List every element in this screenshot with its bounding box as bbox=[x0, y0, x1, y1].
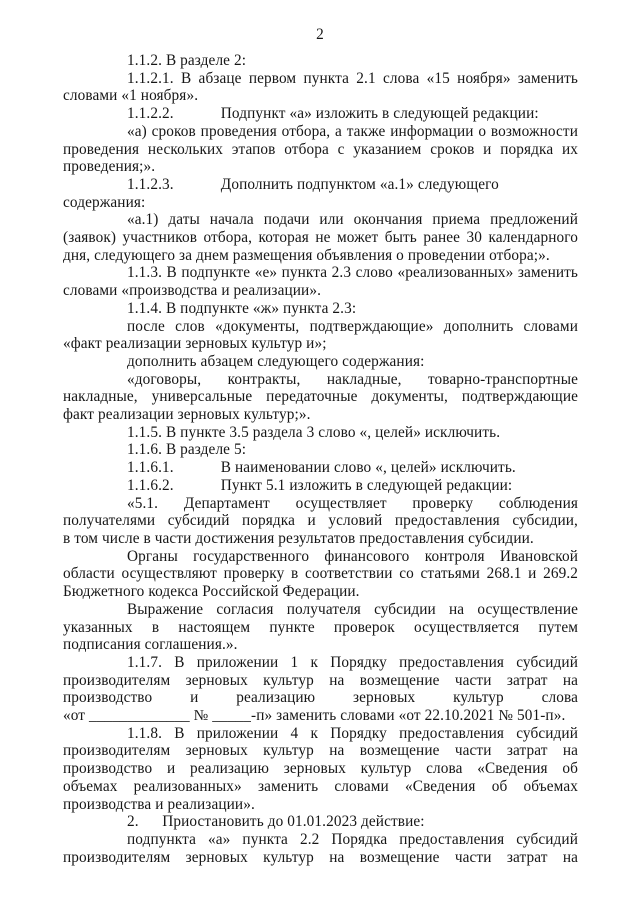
text-line: производителям зерновых культур на возмещение части затрат на bbox=[63, 742, 578, 760]
text-line: (заявок) участников отбора, которая не может быть ранее 30 календарного bbox=[63, 229, 578, 247]
paragraph bbox=[63, 654, 578, 725]
text-line: Выражение согласия получателя субсидии на осуществление bbox=[127, 600, 578, 618]
paragraph bbox=[63, 318, 578, 353]
paragraph bbox=[63, 831, 578, 866]
text-line: подписания соглашения.». bbox=[63, 636, 238, 654]
text-line: 1.1.2. В разделе 2: bbox=[127, 52, 247, 69]
text-line: словами «1 ноября». bbox=[63, 87, 199, 105]
text-line: производителям зерновых культур на возмещение части затрат на bbox=[63, 671, 578, 689]
paragraph bbox=[63, 52, 578, 70]
text-line: 1.1.3. В подпункте «е» пункта 2.3 слово «реализованных» заменить bbox=[127, 264, 578, 282]
text-line: «факт реализации зерновых культур и»; bbox=[63, 335, 327, 353]
text-line: Бюджетного кодекса Российской Федерации. bbox=[63, 583, 360, 601]
text-line: указанных в настоящем пункте проверок осуществляется путем bbox=[63, 618, 578, 636]
text-line: производителям зерновых культур на возмещение части затрат на bbox=[63, 848, 578, 866]
text-line: 1.1.2.3. Дополнить подпунктом «а.1» следующего содержания: bbox=[63, 175, 499, 211]
paragraph bbox=[63, 601, 578, 654]
paragraph bbox=[63, 300, 578, 318]
text-line: проведения;». bbox=[63, 158, 156, 176]
text-line: 1.1.2.1. В абзаце первом пункта 2.1 слова «15 ноября» заменить bbox=[127, 69, 578, 87]
text-line: «договоры, контракты, накладные, товарно-транспортные bbox=[127, 370, 578, 388]
paragraph bbox=[63, 105, 578, 123]
paragraph bbox=[63, 495, 578, 548]
paragraph bbox=[63, 371, 578, 424]
text-line: 1.1.7. В приложении 1 к Порядку предоставления субсидий bbox=[127, 653, 578, 671]
text-line: 1.1.2.2. Подпункт «а» изложить в следующей редакции: bbox=[127, 105, 539, 123]
text-line: «5.1. Департамент осуществляет проверку соблюдения bbox=[127, 494, 578, 512]
text-line: «а.1) даты начала подачи или окончания приема предложений bbox=[127, 211, 578, 229]
paragraph bbox=[63, 813, 578, 831]
text-line: 1.1.6.1. В наименовании слово «, целей» исключить. bbox=[127, 459, 516, 477]
paragraph bbox=[63, 70, 578, 105]
paragraph bbox=[63, 477, 578, 495]
text-line: 1.1.5. В пункте 3.5 раздела 3 слово «, целей» исключить. bbox=[127, 423, 501, 441]
text-line: дополнить абзацем следующего содержания: bbox=[127, 352, 425, 370]
text-line: 1.1.6.2. Пункт 5.1 изложить в следующей редакции: bbox=[127, 476, 513, 494]
paragraph bbox=[63, 548, 578, 601]
text-line: производство и реализацию зерновых культур слова bbox=[63, 689, 578, 707]
text-line: объемах реализованных» заменить словами «Сведения об объемах bbox=[63, 777, 578, 795]
text-line: 1.1.6. В разделе 5: bbox=[127, 441, 247, 459]
text-line: 1.1.4. В подпункте «ж» пункта 2.3: bbox=[127, 299, 357, 317]
text-line: производства и реализации». bbox=[63, 795, 255, 813]
text-line: дня, следующего за днем размещения объявления о проведении отбора;». bbox=[63, 246, 550, 264]
paragraph bbox=[63, 176, 578, 211]
page-number: 2 bbox=[316, 26, 324, 43]
text-line: «от _____________ № _____-п» заменить словами «от 22.10.2021 № 501-п». bbox=[63, 707, 566, 725]
text-line: 2. Приостановить до 01.01.2023 действие: bbox=[127, 813, 425, 831]
text-line: факт реализации зерновых культур;». bbox=[63, 406, 311, 424]
text-line: «а) сроков проведения отбора, а также информации о возможности bbox=[127, 122, 578, 140]
text-line: 1.1.8. В приложении 4 к Порядку предоставления субсидий bbox=[127, 724, 578, 742]
paragraph bbox=[63, 353, 578, 371]
text-line: словами «производства и реализации». bbox=[63, 282, 321, 300]
text-line: в том числе в части достижения результатов предоставления субсидии. bbox=[63, 529, 534, 547]
text-line: получателями субсидий порядка и условий предоставления субсидии, bbox=[63, 512, 578, 530]
text-line: производство и реализацию зерновых культур слова «Сведения об bbox=[63, 760, 578, 778]
paragraph bbox=[63, 441, 578, 459]
text-line: Органы государственного финансового контроля Ивановской bbox=[127, 547, 578, 565]
paragraph bbox=[63, 211, 578, 264]
paragraph bbox=[63, 123, 578, 176]
text-line: накладные, универсальные передаточные документы, подтверждающие bbox=[63, 388, 578, 406]
paragraph bbox=[63, 424, 578, 442]
text-line: после слов «документы, подтверждающие» дополнить словами bbox=[127, 317, 578, 335]
document-body bbox=[63, 52, 578, 866]
text-line: проведения нескольких этапов отбора с указанием сроков и порядка их bbox=[63, 140, 578, 158]
text-line: подпункта «а» пункта 2.2 Порядка предоставления субсидий bbox=[127, 830, 578, 848]
text-line: области осуществляют проверку в соответствии со статьями 268.1 и 269.2 bbox=[63, 565, 578, 583]
paragraph bbox=[63, 459, 578, 477]
paragraph bbox=[63, 264, 578, 299]
paragraph bbox=[63, 725, 578, 814]
